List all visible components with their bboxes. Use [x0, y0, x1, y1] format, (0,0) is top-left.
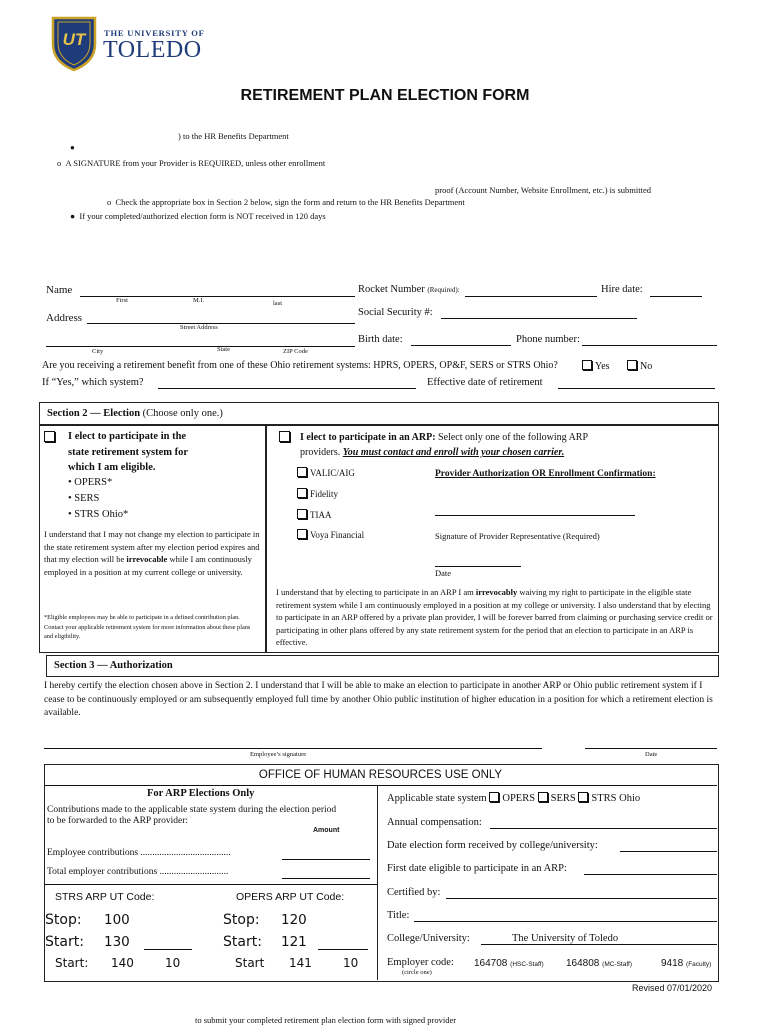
employer-label: Employer code:: [387, 957, 454, 968]
employer-code-faculty[interactable]: 9418 (Faculty): [661, 958, 712, 969]
no-checkbox[interactable]: No: [627, 360, 652, 372]
phone-label: Phone number:: [516, 334, 580, 345]
arp-line2: providers. You must contact and enroll with your chosen carrier.: [300, 447, 565, 458]
effective-field[interactable]: [558, 388, 715, 389]
certified-label: Certified by:: [387, 887, 441, 898]
yes-checkbox[interactable]: Yes: [582, 360, 610, 372]
provider-valic[interactable]: VALIC/AIG: [297, 467, 355, 478]
date-received-field[interactable]: [620, 851, 717, 852]
strs-stop-value: 100: [104, 912, 130, 928]
instruction-line5: ● If your completed/authorized election form is NOT received in 120 days: [70, 211, 326, 221]
strs-code-label: STRS ARP UT Code:: [55, 891, 155, 903]
office-title: OFFICE OF HUMAN RESOURCES USE ONLY: [258, 769, 503, 781]
logo-line2: TOLEDO: [103, 37, 202, 63]
which-field[interactable]: [158, 388, 416, 389]
section3-text: I hereby certify the election chosen above in Section 2. I understand that I will be able to make an election to participate in another ARP or Ohio public retirement system if I cease to be continuously employed or am subsequently employed full time by another Ohio public institution of higher education in a position for which a retirement election is available.: [44, 681, 713, 718]
section3-title: Section 3 — Authorization: [54, 660, 173, 671]
retirement-question: Are you receiving a retirement benefit from one of these Ohio retirement systems: HPRS, OPERS, OP&F, SERS or STRS Ohio?: [42, 360, 558, 371]
address-label: Address: [46, 312, 83, 324]
office-vertical-divider: [377, 786, 378, 980]
total-contrib-field[interactable]: [282, 878, 370, 879]
zip-label: ZIP Code: [283, 348, 308, 355]
employee-contrib-field[interactable]: [282, 859, 370, 860]
opers-start-label: Start:: [223, 934, 262, 950]
provider-voya[interactable]: Voya Financial: [297, 529, 364, 540]
revised-date: Revised 07/01/2020: [632, 983, 713, 993]
last-label: last: [273, 300, 283, 307]
strs-checkbox[interactable]: STRS Ohio: [578, 793, 640, 804]
cutoff-text: to submit your completed retirement plan election form with signed provider: [195, 1015, 457, 1025]
section2-title: Section 2 — Election (Choose only one.): [47, 408, 223, 419]
rocket-field[interactable]: [465, 296, 597, 297]
which-label: If “Yes,” which system?: [42, 377, 144, 388]
ssn-field[interactable]: [441, 318, 637, 319]
opers-start-underline: [318, 949, 368, 950]
arp-only-label: For ARP Elections Only: [147, 788, 255, 799]
auth-heading: Provider Authorization OR Enrollment Confirmation:: [435, 469, 656, 479]
ut-code-divider: [44, 884, 377, 885]
instruction-line4: o Check the appropriate box in Section 2 below, sign the form and return to the HR Benefits Department: [107, 197, 465, 207]
opers-code-label: OPERS ARP UT Code:: [236, 891, 345, 903]
state-paragraph: I understand that I may not change my election to participate in the state retirement system after my election period expires and that my election will be irrevocable while I am continuously employed in a position at my current college or university.: [44, 529, 260, 577]
system-strs: • STRS Ohio*: [68, 509, 129, 520]
state-title-1: I elect to participate in the: [68, 431, 187, 442]
college-field[interactable]: [481, 944, 717, 945]
strs-start2-label: Start:: [55, 956, 89, 970]
birth-label: Birth date:: [358, 334, 403, 345]
college-value: The University of Toledo: [512, 933, 619, 944]
address-field[interactable]: [87, 323, 355, 324]
employer-code-hsc[interactable]: 164708 (HSC-Staff): [474, 958, 544, 969]
date-received-label: Date election form received by college/university:: [387, 840, 598, 851]
state-title-2: state retirement system for: [68, 447, 189, 458]
provider-fidelity[interactable]: Fidelity: [297, 488, 338, 499]
annual-label: Annual compensation:: [387, 817, 482, 828]
title-label: Title:: [387, 910, 410, 921]
instruction-line2: o A SIGNATURE from your Provider is REQUIRED, unless other enrollment: [57, 158, 326, 168]
employee-contrib-label: Employee contributions ......................................: [47, 848, 231, 858]
instruction-line1: ) to the HR Benefits Department: [178, 131, 289, 141]
applicable-system: Applicable state system OPERS SERS STRS Ohio: [387, 793, 641, 804]
contrib-text: Contributions made to the applicable state system during the election period to be forwarded to the ARP provider:: [47, 805, 337, 826]
strs-start-value: 130: [104, 934, 130, 950]
opers-start-value: 121: [281, 934, 307, 950]
opers-checkbox[interactable]: OPERS: [489, 793, 535, 804]
logo-line1: THE UNIVERSITY OF: [104, 28, 205, 38]
title-field[interactable]: [414, 921, 717, 922]
university-logo: [50, 14, 210, 74]
total-contrib-label: Total employer contributions .............................: [47, 867, 229, 877]
strs-start2-value2: 10: [165, 956, 181, 970]
arp-paragraph: I understand that by electing to participate in an ARP I am irrevocably waiving my right to participate in the eligible state retirement system while I am continuously employed in a position at my college or university. I also understand that by electing to participate in an ARP offered by a private plan provider, I will be forever barred from claiming or purchasing service credit or participating in other plans offered by any state retirement system for the period that an election to participate in an ARP is effective.: [276, 587, 713, 647]
hire-label: Hire date:: [601, 284, 643, 295]
strs-stop-label: Stop:: [45, 912, 82, 928]
office-title-divider: [44, 785, 717, 786]
bullet-icon: ●: [70, 143, 75, 152]
state-label: State: [217, 346, 230, 353]
name-label: Name: [46, 284, 73, 296]
city-state-zip-field[interactable]: [46, 346, 355, 347]
provider-signature-field[interactable]: [435, 515, 635, 516]
hire-field[interactable]: [650, 296, 702, 297]
sers-checkbox[interactable]: SERS: [538, 793, 576, 804]
phone-field[interactable]: [582, 345, 717, 346]
ssn-label: Social Security #:: [358, 307, 433, 318]
instruction-line3: proof (Account Number, Website Enrollment, etc.) is submitted: [435, 185, 651, 195]
strs-start-underline: [144, 949, 192, 950]
birth-field[interactable]: [411, 345, 511, 346]
opers-start2-value2: 10: [343, 956, 359, 970]
system-opers: • OPERS*: [68, 477, 113, 488]
arp-checkbox[interactable]: [279, 431, 290, 445]
college-label: College/University:: [387, 933, 470, 944]
opers-start2-label: Start: [235, 956, 265, 970]
provider-date-label: Date: [435, 568, 452, 578]
certified-field[interactable]: [446, 898, 717, 899]
employee-date-label: Date: [645, 751, 658, 758]
rocket-label: Rocket Number (Required):: [358, 284, 460, 295]
strs-start-label: Start:: [45, 934, 84, 950]
effective-label: Effective date of retirement: [427, 377, 543, 388]
provider-date-field[interactable]: [435, 566, 521, 567]
annual-field[interactable]: [490, 828, 717, 829]
employee-date-field[interactable]: [585, 748, 717, 749]
opers-stop-value: 120: [281, 912, 307, 928]
first-date-label: First date eligible to participate in an ARP:: [387, 863, 567, 874]
arp-title: I elect to participate in an ARP: Select only one of the following ARP: [300, 432, 589, 443]
city-label: City: [92, 348, 104, 355]
state-title-3: which I am eligible.: [68, 462, 156, 473]
state-system-checkbox[interactable]: [44, 431, 55, 445]
mi-label: M.I.: [193, 297, 205, 304]
employer-code-mc[interactable]: 164808 (MC-Staff): [566, 958, 633, 969]
first-date-field[interactable]: [584, 874, 717, 875]
state-footnote: *Eligible employees may be able to participate in a defined contribution plan. Contact your applicable retirement system for more information about these plans and eligibility.: [44, 614, 251, 640]
street-label: Street Address: [180, 324, 218, 331]
circle-label: (circle one): [402, 969, 432, 976]
first-label: First: [116, 297, 128, 304]
system-sers: • SERS: [68, 493, 100, 504]
opers-start2-value1: 141: [289, 956, 312, 970]
employee-signature-label: Employee’s signature: [250, 751, 307, 758]
shield-text: UT: [62, 30, 86, 49]
employee-signature-field[interactable]: [44, 748, 542, 749]
provider-tiaa[interactable]: TIAA: [297, 509, 332, 520]
strs-start2-value1: 140: [111, 956, 134, 970]
amount-label: Amount: [313, 827, 340, 834]
provider-signature-label: Signature of Provider Representative (Required): [435, 531, 600, 541]
page-title: RETIREMENT PLAN ELECTION FORM: [240, 87, 530, 104]
opers-stop-label: Stop:: [223, 912, 260, 928]
